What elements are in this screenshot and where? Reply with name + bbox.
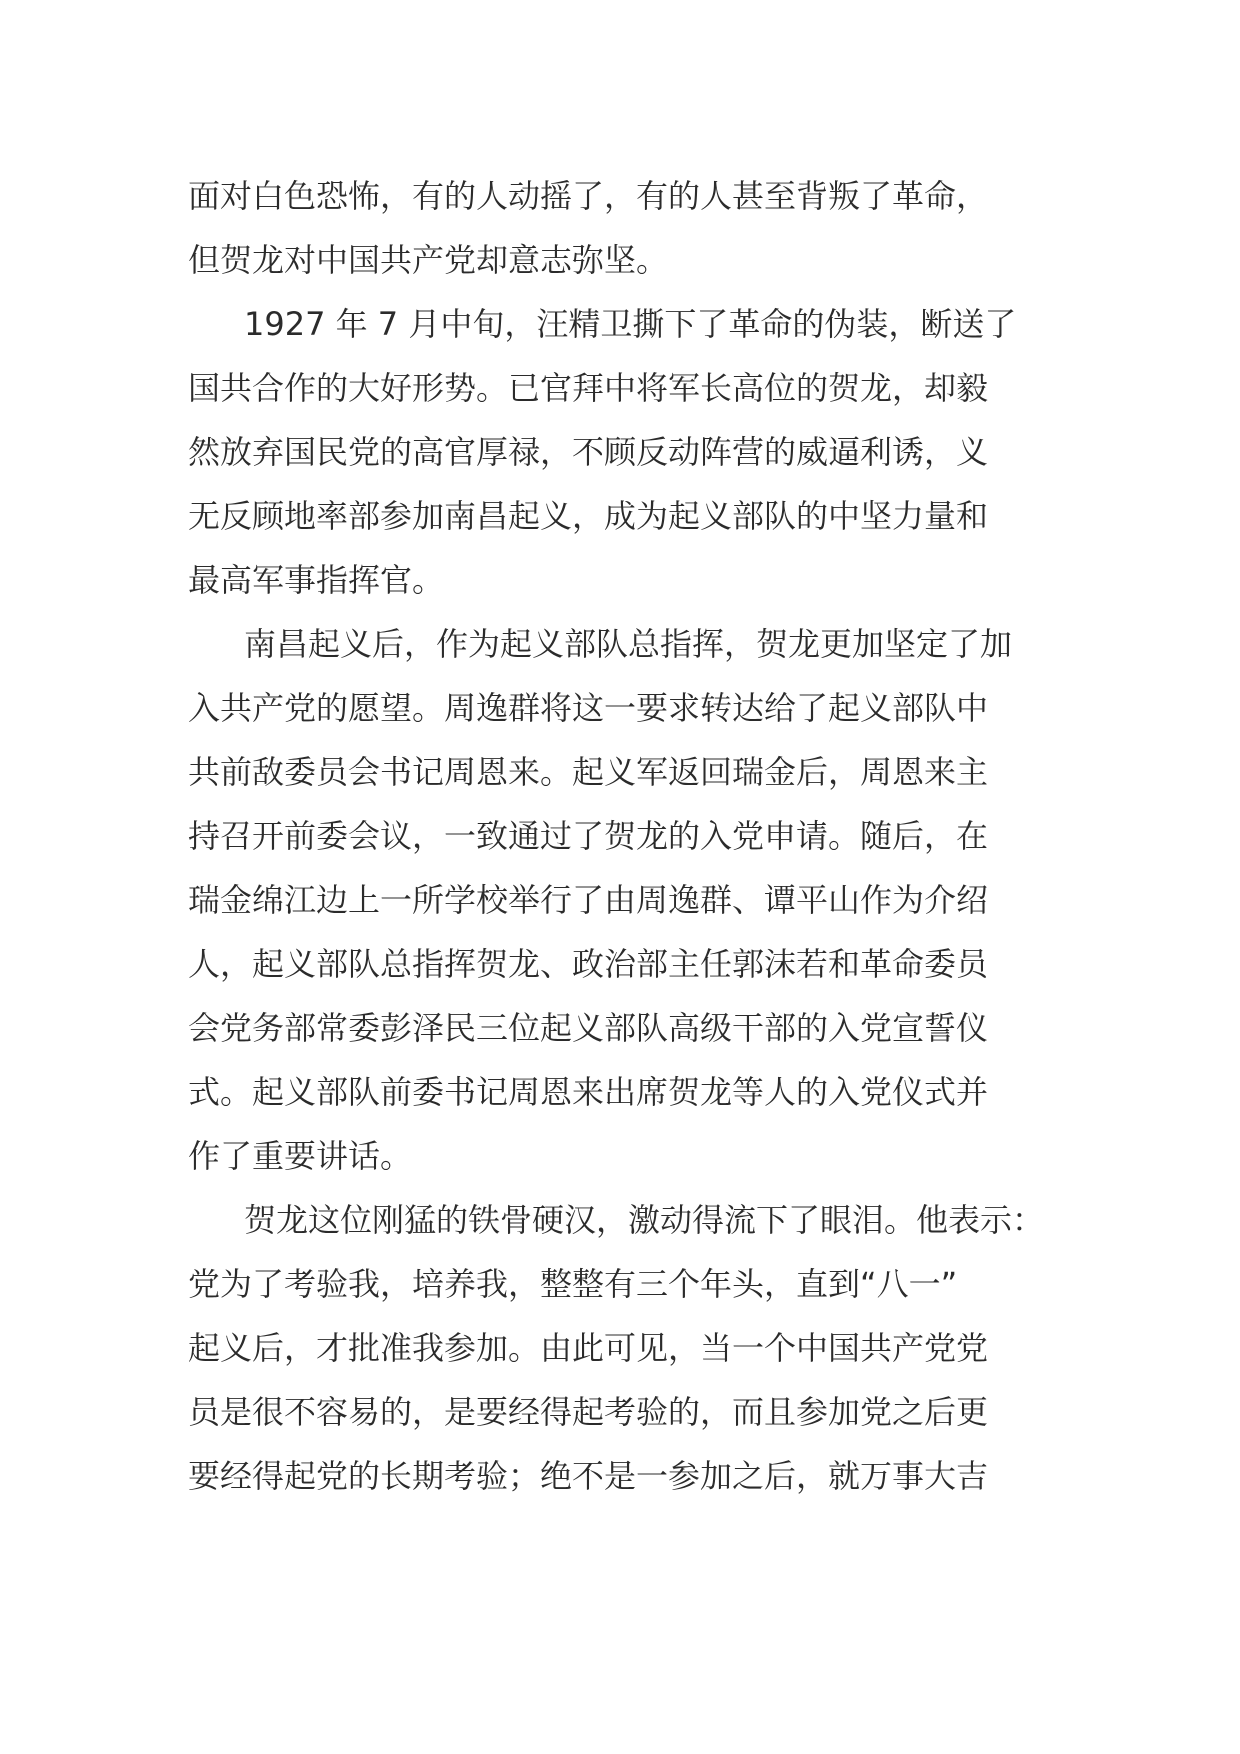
text-line-19: 起义后，才批准我参加。由此可见，当一个中国共产党党 — [188, 1329, 989, 1367]
text-line-5: 然放弃国民党的高官厚禄，不顾反动阵营的威逼利诱，义 — [188, 433, 989, 471]
text-line-15: 式。起义部队前委书记周恩来出席贺龙等人的入党仪式并 — [188, 1073, 989, 1111]
text-line-6: 无反顾地率部参加南昌起义，成为起义部队的中坚力量和 — [188, 497, 989, 535]
text-line-18: 党为了考验我，培养我，整整有三个年头，直到“八一” — [188, 1265, 958, 1303]
text-line-8: 南昌起义后，作为起义部队总指挥，贺龙更加坚定了加 — [244, 625, 1013, 663]
text-line-1: 面对白色恐怖，有的人动摇了，有的人甚至背叛了革命， — [188, 177, 989, 215]
text-line-9: 入共产党的愿望。周逸群将这一要求转达给了起义部队中 — [188, 689, 989, 727]
text-line-12: 瑞金绵江边上一所学校举行了由周逸群、谭平山作为介绍 — [188, 881, 989, 919]
text-line-2: 但贺龙对中国共产党却意志弥坚。 — [188, 241, 669, 279]
text-line-16: 作了重要讲话。 — [188, 1137, 413, 1175]
text-line-14: 会党务部常委彭泽民三位起义部队高级干部的入党宣誓仪 — [188, 1009, 989, 1047]
text-line-11: 持召开前委会议，一致通过了贺龙的入党申请。随后，在 — [188, 817, 989, 855]
text-line-7: 最高军事指挥官。 — [188, 561, 445, 599]
text-line-10: 共前敌委员会书记周恩来。起义军返回瑞金后，周恩来主 — [188, 753, 989, 791]
text-line-20: 员是很不容易的，是要经得起考验的，而且参加党之后更 — [188, 1393, 989, 1431]
text-line-4: 国共合作的大好形势。已官拜中将军长高位的贺龙，却毅 — [188, 369, 989, 407]
text-line-21: 要经得起党的长期考验；绝不是一参加之后，就万事大吉 — [188, 1457, 989, 1495]
text-line-17: 贺龙这位刚猛的铁骨硬汉，激动得流下了眼泪。他表示： — [244, 1201, 1045, 1239]
text-line-3: 1927 年 7 月中旬，汪精卫撕下了革命的伪装，断送了 — [244, 305, 1017, 343]
text-line-13: 人，起义部队总指挥贺龙、政治部主任郭沫若和革命委员 — [188, 945, 989, 983]
